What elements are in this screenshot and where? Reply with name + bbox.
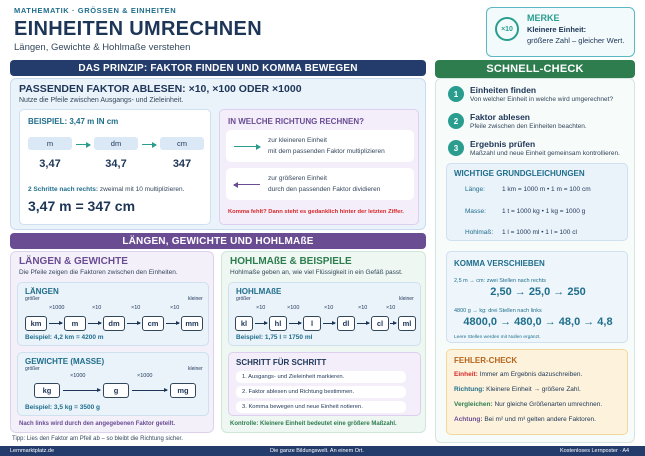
laengen-section-intro: Die Pfeile zeigen die Faktoren zwischen den Einheiten. (19, 269, 178, 276)
merke-box (486, 7, 635, 57)
grund-key: Hohlmaß: (465, 229, 494, 236)
laengen-bar: LÄNGEN, GEWICHTE UND HOHLMAßE (10, 233, 426, 249)
arrow-right-icon (88, 323, 101, 324)
arrow-right-icon (357, 323, 369, 324)
hohlmasse-title: HOHLMAßE (236, 287, 282, 296)
beispiel-result: 3,47 m = 347 cm (28, 198, 136, 214)
grund-key: Masse: (465, 208, 486, 215)
fehler-title: FEHLER-CHECK (454, 356, 518, 365)
unit-mm: mm (181, 316, 203, 331)
prinzip-heading: PASSENDEN FAKTOR ABLESEN: ×10, ×100 ODER ×1000 (19, 83, 302, 95)
smaller-label: kleiner (188, 366, 203, 372)
unit-cm: cm (142, 316, 164, 331)
kontrolle-note: Kontrolle: Kleinere Einheit bedeutet eine größere Maßzahl. (230, 421, 397, 427)
unit-hl: hl (269, 316, 287, 331)
laengen-section-title: LÄNGEN & GEWICHTE (19, 256, 128, 267)
factor-label: ×1000 (70, 373, 86, 379)
unit-kl: kl (235, 316, 253, 331)
merke-line2: größere Zahl – gleicher Wert. (527, 36, 625, 45)
arrow-right-icon (390, 323, 396, 324)
check-item-title: Ergebnis prüfen (470, 139, 536, 149)
factor-label: ×10 (92, 305, 102, 311)
arrow-left-icon (234, 184, 260, 185)
prinzip-bar: DAS PRINZIP: FAKTOR FINDEN UND KOMMA BEWEGEN (10, 60, 426, 76)
beispiel-box (19, 109, 211, 225)
factor-label: ×1000 (137, 373, 153, 379)
step-1: 1. Ausgangs- und Zieleinheit markieren. (236, 371, 406, 383)
arrow-right-icon (323, 323, 335, 324)
length-example: Beispiel: 4,2 km = 4200 m (25, 334, 104, 341)
arrow-right-icon (234, 146, 260, 147)
unit-m: m (64, 316, 86, 331)
smaller-label: kleiner (188, 296, 203, 302)
check-item-text: Maßzahl und neue Einheit gemeinsam kontrollieren. (470, 150, 620, 157)
hohlmasse-panel (221, 251, 426, 433)
footer-center: Die ganze Bildungswelt. An einem Ort. (270, 447, 364, 454)
komma-warning: Komma fehlt? Dann steht es gedanklich hinter der letzten Ziffer. (228, 209, 404, 215)
check-item-title: Faktor ablesen (470, 112, 530, 122)
laengen-title: LÄNGEN (25, 287, 59, 296)
left-line2: durch den passenden Faktor dividieren (268, 186, 381, 193)
unit-kg: kg (34, 383, 60, 398)
unit-cm: cm (160, 137, 204, 150)
multiply-ten-icon: ×10 (495, 17, 519, 41)
grund-value: 1 km = 1000 m • 1 m = 100 cm (502, 186, 591, 193)
bigger-label: größer (25, 366, 40, 372)
value-dm: 34,7 (105, 158, 127, 170)
beispiel-note: 2 Schritte nach rechts: zweimal mit 10 multiplizieren. (28, 186, 185, 193)
grund-box (446, 163, 628, 241)
unit-cl: cl (371, 316, 389, 331)
arrow-right-icon (127, 323, 140, 324)
check-item-text: Pfeile zwischen den Einheiten beachten. (470, 123, 587, 130)
schritt-title: SCHRITT FÜR SCHRITT (236, 358, 327, 367)
factor-label: ×10 (131, 305, 141, 311)
right-line2: mit dem passenden Faktor multiplizieren (268, 148, 385, 155)
grund-key: Länge: (465, 186, 485, 193)
arrow-right-icon (132, 390, 167, 391)
arrow-right-icon (166, 323, 179, 324)
hohlmasse-section-intro: Hohlmaße geben an, wie viel Flüssigkeit in ein Gefäß passt. (230, 269, 403, 276)
fehler-item: Richtung: Kleinere Einheit → größere Zahl. (454, 386, 581, 393)
komma1-value: 2,50 → 25,0 → 250 (490, 286, 586, 298)
step-3: 3. Komma bewegen und neue Einheit notieren. (236, 401, 406, 413)
richtung-title: IN WELCHE RICHTUNG RECHNEN? (228, 117, 364, 126)
arrow-right-icon (255, 323, 267, 324)
laengen-panel (10, 251, 214, 433)
tipp-text: Tipp: Lies den Faktor am Pfeil ab – so bleibt die Richtung sicher. (12, 436, 183, 442)
laengen-footer-note: Nach links wird durch den angegebenen Faktor geteilt. (19, 421, 176, 427)
factor-label: ×100 (287, 305, 300, 311)
komma-box (446, 251, 628, 343)
kicker: MATHEMATIK · GRÖSSEN & EINHEITEN (14, 6, 177, 15)
gewichte-title: GEWICHTE (MASSE) (25, 357, 105, 366)
factor-label: ×1000 (49, 305, 65, 311)
footer (0, 446, 645, 456)
hohlmasse-section-title: HOHLMAßE & BEISPIELE (230, 256, 352, 267)
fehler-box (446, 349, 628, 435)
unit-m: m (28, 137, 72, 150)
factor-label: ×10 (358, 305, 368, 311)
smaller-label: kleiner (399, 296, 414, 302)
factor-label: ×10 (324, 305, 334, 311)
left-line1: zur größeren Einheit (268, 175, 327, 182)
arrow-right-icon (76, 144, 90, 145)
bigger-label: größer (236, 296, 251, 302)
unit-l: l (303, 316, 321, 331)
grund-value: 1 t = 1000 kg • 1 kg = 1000 g (502, 208, 586, 215)
factor-label: ×10 (386, 305, 396, 311)
weight-example: Beispiel: 3,5 kg = 3500 g (25, 404, 100, 411)
page-subtitle: Längen, Gewichte & Hohlmaße verstehen (14, 42, 191, 53)
hohlmasse-example: Beispiel: 1,75 l = 1750 ml (236, 334, 313, 341)
merke-title: MERKE (527, 13, 560, 23)
unit-mg: mg (170, 383, 196, 398)
gewichte-box (17, 352, 209, 416)
footer-right: Kostenloses Lernposter · A4 (560, 447, 630, 454)
arrow-right-icon (63, 390, 100, 391)
komma1-label: 2,5 m → cm: zwei Stellen nach rechts (454, 278, 547, 284)
richtung-left-card (226, 168, 414, 200)
check-bar: SCHNELL-CHECK (435, 60, 635, 78)
unit-dm: dm (103, 316, 125, 331)
step-number: 2 (448, 113, 464, 129)
beispiel-title: BEISPIEL: 3,47 m IN cm (28, 117, 119, 126)
page-title: EINHEITEN UMRECHNEN (14, 18, 262, 40)
grund-value: 1 l = 1000 ml • 1 l = 100 cl (502, 229, 577, 236)
hohlmasse-box (228, 282, 421, 346)
bigger-label: größer (25, 296, 40, 302)
right-line1: zur kleineren Einheit (268, 137, 327, 144)
value-m: 3,47 (39, 158, 61, 170)
arrow-right-icon (49, 323, 62, 324)
check-panel (435, 78, 635, 443)
check-item-title: Einheiten finden (470, 85, 537, 95)
fehler-item: Vergleichen: Nur gleiche Größenarten umrechnen. (454, 401, 603, 408)
prinzip-intro: Nutze die Pfeile zwischen Ausgangs- und Zieleinheit. (19, 97, 184, 104)
fehler-item: Einheit: Immer am Ergebnis dazuschreiben. (454, 371, 583, 378)
komma-note: Leere Stellen werden mit Nullen ergänzt. (454, 335, 541, 340)
step-number: 3 (448, 140, 464, 156)
schritt-box (228, 352, 421, 416)
step-number: 1 (448, 86, 464, 102)
unit-km: km (25, 316, 47, 331)
footer-left[interactable]: Lernmarktplatz.de (10, 447, 55, 454)
richtung-box (219, 109, 419, 225)
unit-dl: dl (337, 316, 355, 331)
laengen-box (17, 282, 209, 346)
komma2-value: 4800,0 → 480,0 → 48,0 → 4,8 (463, 316, 613, 328)
komma-title: KOMMA VERSCHIEBEN (454, 259, 545, 268)
merke-line1: Kleinere Einheit: (527, 25, 587, 34)
arrow-right-icon (142, 144, 156, 145)
fehler-item: Achtung: Bei m² und m³ gelten andere Faktoren. (454, 416, 596, 423)
check-item-text: Von welcher Einheit in welche wird umgerechnet? (470, 96, 614, 103)
value-cm: 347 (172, 158, 192, 170)
step-2: 2. Faktor ablesen und Richtung bestimmen. (236, 386, 406, 398)
arrow-right-icon (289, 323, 301, 324)
unit-g: g (103, 383, 129, 398)
komma2-label: 4800 g → kg: drei Stellen nach links (454, 308, 542, 314)
unit-dm: dm (94, 137, 138, 150)
prinzip-panel (10, 78, 426, 230)
richtung-right-card (226, 130, 414, 162)
grund-title: WICHTIGE GRUNDGLEICHUNGEN (454, 169, 585, 178)
factor-label: ×10 (256, 305, 266, 311)
unit-ml: ml (398, 316, 416, 331)
factor-label: ×10 (170, 305, 180, 311)
